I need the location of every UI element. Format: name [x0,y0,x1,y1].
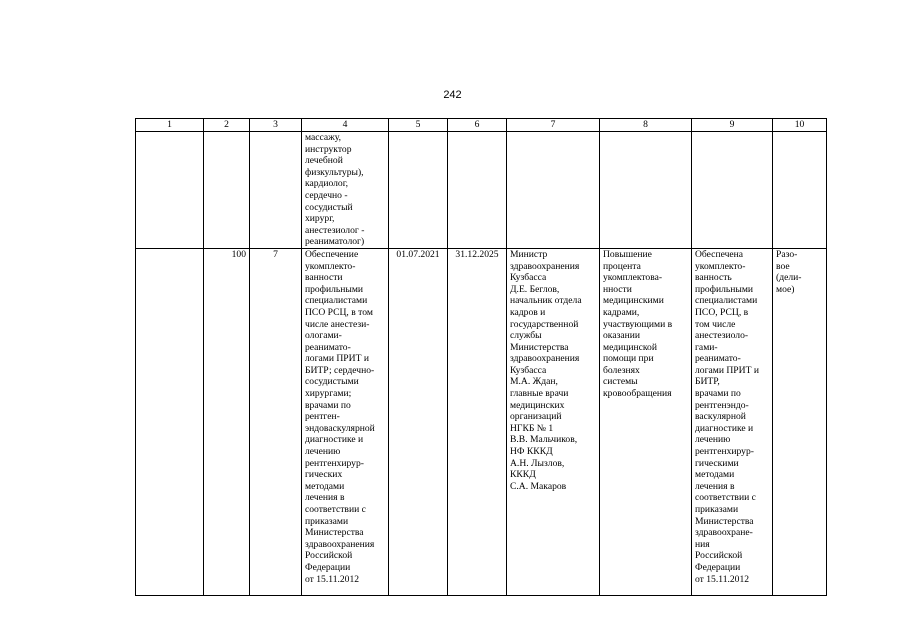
cell-line: ния [695,538,710,550]
cell-line: Обеспечена [695,248,744,260]
cell-line: службы [510,330,542,342]
cell-line: кровообращения [603,388,672,400]
cell-line: (дели- [776,272,802,284]
cell-line: логами ПРИТ и [305,353,369,365]
subitem-number-cell: 7 [250,248,302,595]
column-number: 1 [136,119,204,132]
cell-line: ванность [695,272,732,284]
table-row [136,248,827,595]
cell-line: Федерации [305,561,351,573]
cell-line: гическими [695,457,739,469]
column-number: 6 [448,119,507,132]
column-number: 7 [507,119,600,132]
cell-line: Министерства [695,515,754,527]
cell-line: логами ПРИТ и [695,364,759,376]
column-numbers-row [136,119,827,132]
cell-line: кардиолог, [305,178,348,190]
cell-line: васкулярной [695,411,746,423]
cell-line: гами- [695,341,718,353]
cell-line: рентген- [305,411,340,423]
cell-line: Обеспечение [305,248,359,260]
cell-line: гических [305,469,343,481]
continuation-row [136,132,827,249]
cell-line: В.В. Мальчиков, [510,434,578,446]
responsible-cell [507,248,600,595]
cell-line: Кузбасса [510,364,547,376]
cell-line: НГКБ № 1 [510,422,554,434]
cell-line: приказами [305,515,349,527]
type-cell [773,248,827,595]
cell-line: инструктор [305,143,352,155]
continued-specialists-cell [302,132,389,249]
cell-line: лечению [695,434,731,446]
cell-line: участвующими в [603,318,673,330]
start-date-cell: 01.07.2021 [389,248,448,595]
plan-table [135,118,827,596]
cell-line: здравоохране- [695,527,753,539]
cell-line: числе анестези- [305,318,370,330]
cell-line: Министерства [305,527,364,539]
cell-line: здравоохранения [305,538,375,550]
item-number-cell: 100 [204,248,250,595]
column-number: 5 [389,119,448,132]
cell-line: Д.Е. Беглов, [510,283,560,295]
cell-line: кадров и [510,306,546,318]
cell-line: лечению [305,446,341,458]
cell-line: реанимато- [305,341,351,353]
cell-line: диагностике и [305,434,364,446]
result-cell [692,248,773,595]
cell-line: здравоохранения [510,353,580,365]
cell-line: БИТР, [695,376,720,388]
cell-line: М.А. Ждан, [510,376,558,388]
cell-line: хирург, [305,213,335,225]
cell-line: специалистами [305,295,368,307]
end-date-cell: 31.12.2025 [448,248,507,595]
cell-line: Российской [305,550,353,562]
cell-line: медицинских [510,399,565,411]
cell-line: методами [695,469,735,481]
cell-line: НФ КККД [510,446,553,458]
cell-line: том числе [695,318,736,330]
cell-line: Разо- [776,248,798,260]
cell-line: диагностике и [695,422,754,434]
measure-description-cell [302,248,389,595]
cell-line: сосудистый [305,201,353,213]
cell-line: профильными [305,283,364,295]
cell-line: ологами- [305,330,342,342]
cell-line: рентгенхирур- [305,457,364,469]
cell-line: медицинскими [603,295,664,307]
cell-line: от 15.11.2012 [305,573,360,585]
cell-line: процента [603,260,641,272]
cell-line: организаций [510,411,562,423]
column-number: 10 [773,119,827,132]
cell-line: рентгенэндо- [695,399,749,411]
cell-line: укомплектова- [603,272,663,284]
cell-line: главные врачи [510,388,569,400]
cell-line: системы [603,376,638,388]
cell-line: укомплекто- [305,260,356,272]
cell-line: Повышение [603,248,652,260]
cell-line: Министерства [510,341,569,353]
cell-line: начальник отдела [510,295,582,307]
cell-line: реаниматолог) [305,236,365,248]
page-number: 242 [443,89,462,101]
cell-line: профильными [695,283,754,295]
cell-line: лечения в [305,492,345,504]
cell-line: врачами по [695,388,741,400]
cell-line: от 15.11.2012 [695,573,750,585]
cell-line: хирургами; [305,388,352,400]
cell-line: Кузбасса [510,272,547,284]
cell-line: реанимато- [695,353,741,365]
cell-line: анестезиолог - [305,224,365,236]
cell-line: эндоваскулярной [305,422,375,434]
cell-line: Министр [510,248,548,260]
cell-line: кадрами, [603,306,640,318]
cell-line: врачами по [305,399,351,411]
cell-line: рентгенхирур- [695,446,754,458]
column-number: 4 [302,119,389,132]
cell-line: вое [776,260,790,272]
cell-line: ванности [305,272,343,284]
cell-line: С.А. Макаров [510,480,567,492]
cell-line: ПСО РСЦ, в том [305,306,373,318]
cell-line: методами [305,480,345,492]
cell-line: массажу, [305,132,342,143]
cell-line: соответствии с [695,492,756,504]
cell-line: Федерации [695,561,741,573]
cell-line: КККД [510,469,536,481]
cell-line: соответствии с [305,504,366,515]
cell-line: помощи при [603,353,654,365]
cell-line: нности [603,283,632,295]
cell-line: лечения в [695,480,735,492]
column-number: 3 [250,119,302,132]
cell-line: сердечно - [305,189,348,201]
cell-line: укомплекто- [695,260,746,272]
cell-line: государственной [510,318,579,330]
cell-line: ПСО, РСЦ, в [695,306,749,318]
cell-line: БИТР; сердечно- [305,364,375,376]
cell-line: сосудистыми [305,376,359,388]
cell-line: здравоохранения [510,260,580,272]
cell-line: приказами [695,504,739,515]
column-number: 8 [600,119,692,132]
cell-line: болезнях [603,364,640,376]
cell-line: оказании [603,330,641,342]
cell-line: лечебной [305,155,343,167]
cell-line: мое) [776,283,795,295]
cell-line: медицинской [603,341,657,353]
column-number: 9 [692,119,773,132]
indicator-cell [600,248,692,595]
cell-line: анестезиоло- [695,330,749,342]
cell-line: Российской [695,550,743,562]
cell-line: специалистами [695,295,758,307]
column-number: 2 [204,119,250,132]
cell-line: физкультуры), [305,166,364,178]
cell-line: А.Н. Лызлов, [510,457,565,469]
